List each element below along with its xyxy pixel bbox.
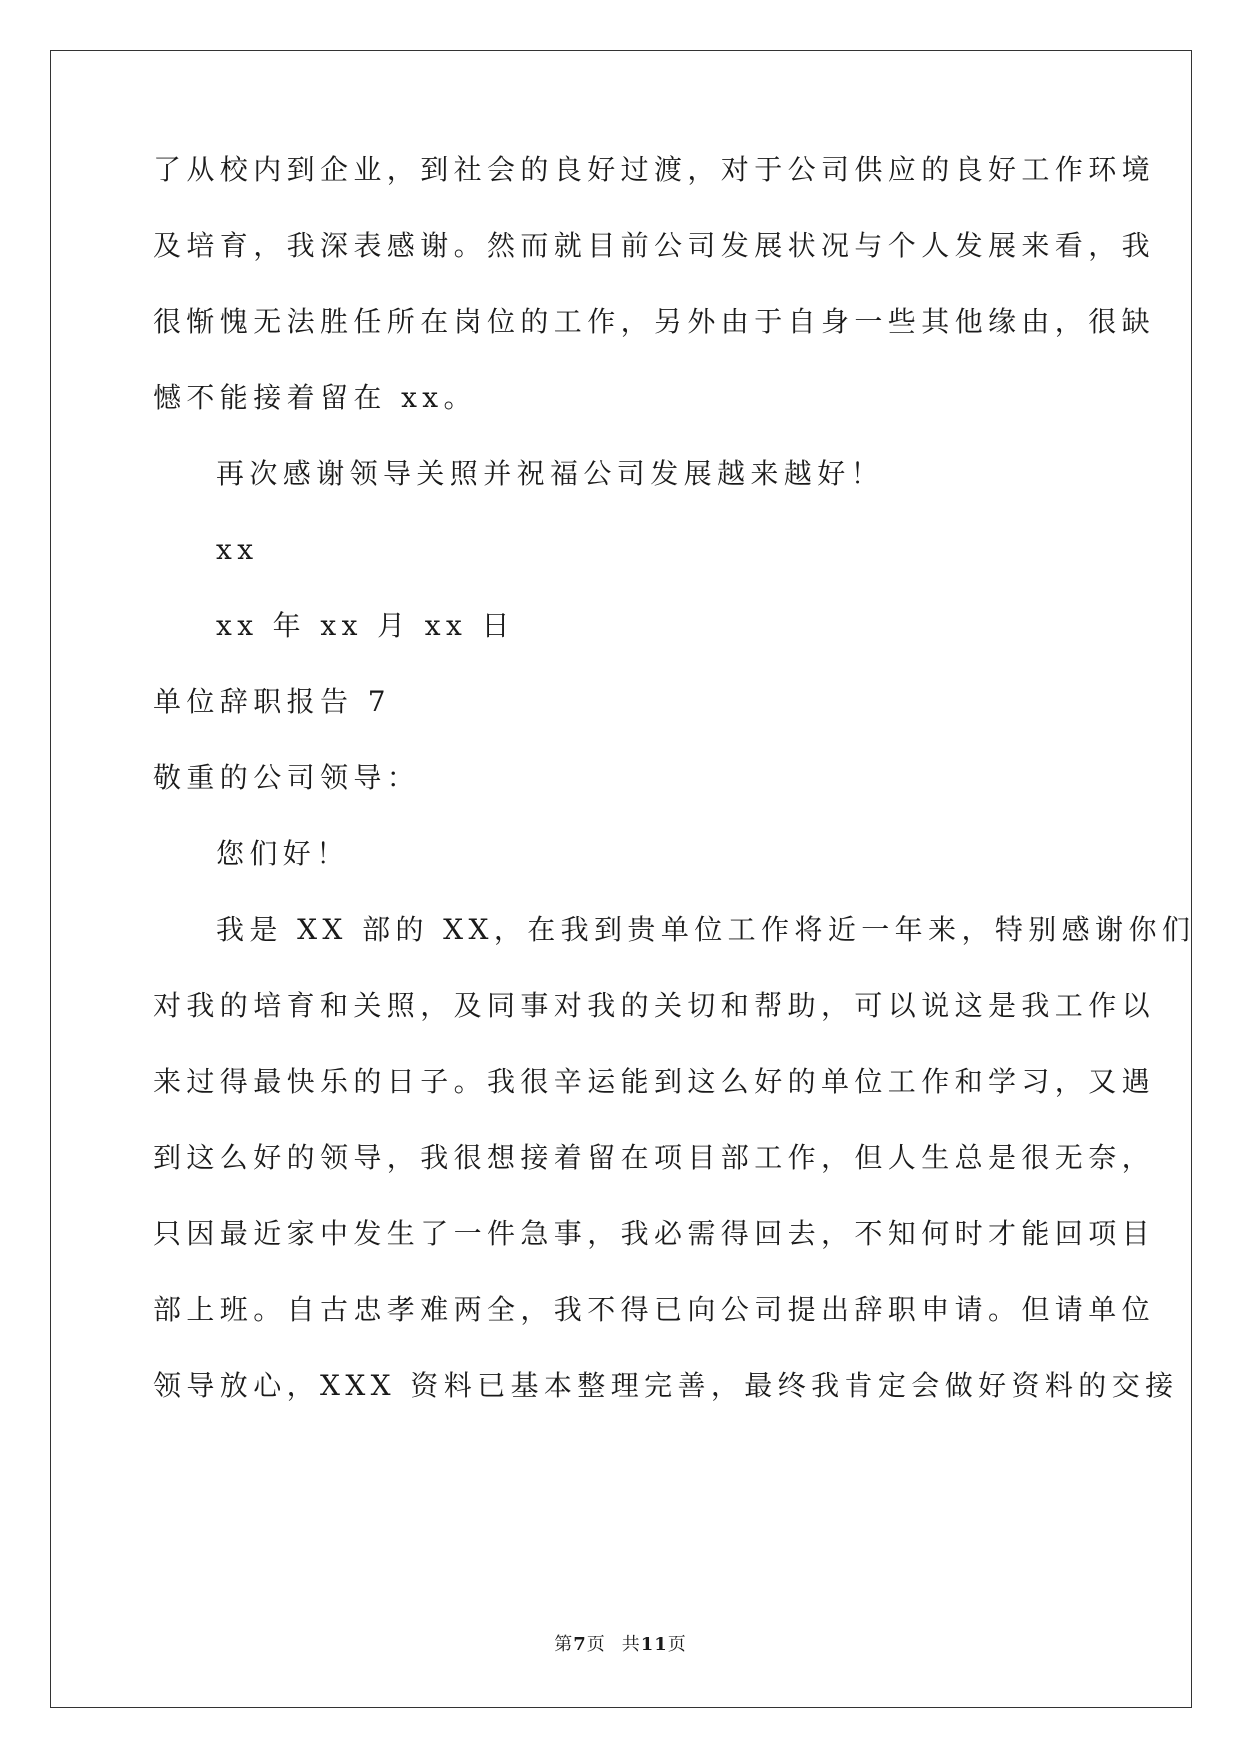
page-number: 7 — [573, 1634, 587, 1655]
total-prefix: 共 — [621, 1634, 641, 1655]
page-footer — [0, 1633, 1241, 1657]
body-text-line: 很惭愧无法胜任所在岗位的工作，另外由于自身一些其他缘由，很缺 — [153, 305, 1156, 338]
body-text-line: 及培育，我深表感谢。然而就目前公司发展状况与个人发展来看，我 — [153, 229, 1156, 262]
body-text-line: 领导放心，XXX 资料已基本整理完善，最终我肯定会做好资料的交接 — [153, 1369, 1179, 1402]
total-pages: 11 — [640, 1634, 668, 1655]
body-text-line: 来过得最快乐的日子。我很辛运能到这么好的单位工作和学习，又遇 — [153, 1065, 1156, 1098]
page-prefix: 第 — [554, 1634, 574, 1655]
signature-date: xx 年 xx 月 xx 日 — [216, 609, 515, 642]
salutation: 敬重的公司领导： — [153, 761, 421, 794]
body-text-line: 我是 XX 部的 XX，在我到贵单位工作将近一年来，特别感谢你们 — [216, 913, 1196, 946]
body-text-line: 部上班。自古忠孝难两全，我不得已向公司提出辞职申请。但请单位 — [153, 1293, 1156, 1326]
body-text-line: 到这么好的领导，我很想接着留在项目部工作，但人生总是很无奈， — [153, 1141, 1156, 1174]
section-title: 单位辞职报告 7 — [153, 685, 391, 718]
body-text-line: 对我的培育和关照，及同事对我的关切和帮助，可以说这是我工作以 — [153, 989, 1156, 1022]
body-text-line: 憾不能接着留在 xx。 — [153, 381, 477, 414]
page-suffix: 页 — [586, 1634, 606, 1655]
page-border — [50, 50, 1192, 1708]
closing-sentence: 再次感谢领导关照并祝福公司发展越来越好！ — [216, 457, 885, 490]
greeting: 您们好！ — [216, 837, 350, 870]
body-text-line: 了从校内到企业，到社会的良好过渡，对于公司供应的良好工作环境 — [153, 153, 1156, 186]
body-text-line: 只因最近家中发生了一件急事，我必需得回去，不知何时才能回项目 — [153, 1217, 1156, 1250]
total-suffix: 页 — [667, 1634, 687, 1655]
signature-name: xx — [216, 533, 259, 566]
